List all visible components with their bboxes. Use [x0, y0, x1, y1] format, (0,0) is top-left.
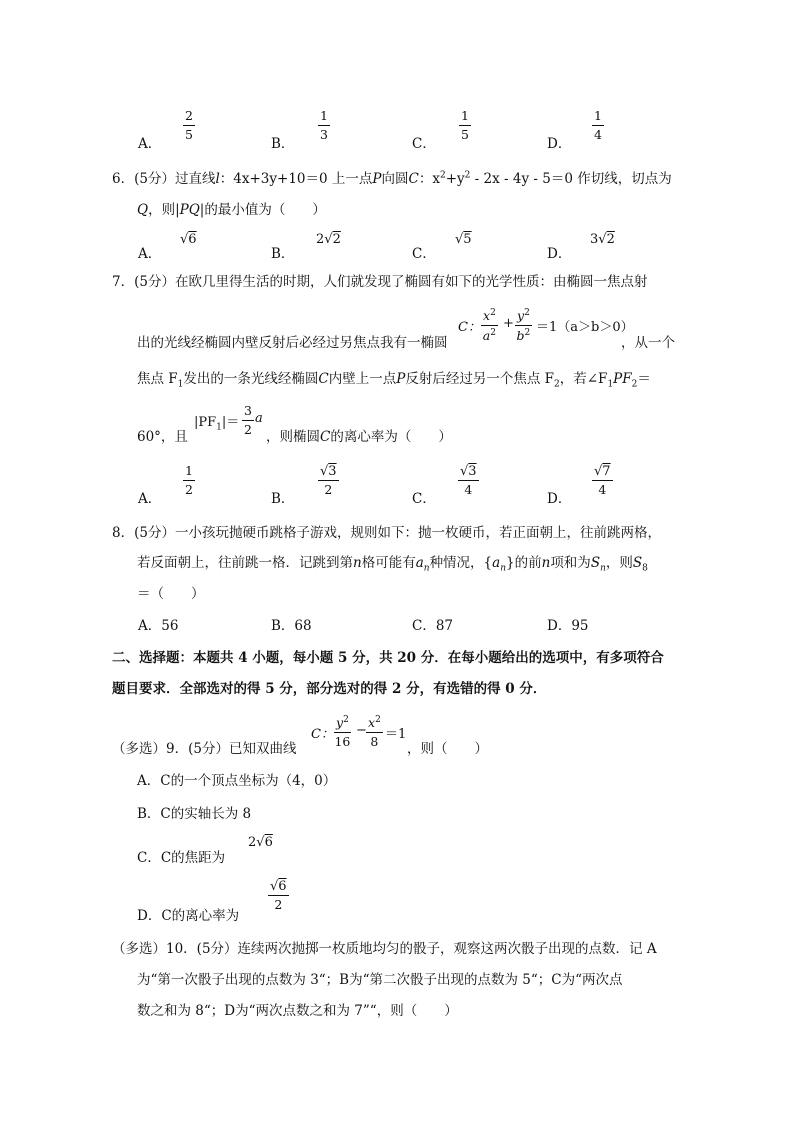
q6-option-c-label: C． [412, 246, 436, 262]
radicand: 6 [264, 835, 273, 850]
fraction-numerator: 1 [594, 108, 602, 123]
q6-var-pq: PQ [179, 202, 200, 218]
q8-text: 项和为 [550, 555, 591, 571]
superscript: 2 [490, 327, 496, 338]
var-x: x [368, 715, 376, 731]
fraction-numerator: 1 [185, 463, 193, 478]
q7-line-3 [137, 367, 651, 390]
radicand: 2 [332, 232, 341, 247]
fraction-denominator: 4 [598, 482, 607, 497]
q10-line-2: 为“第一次骰子出现的点数为 3“；B为“第二次骰子出现的点数为 5“；C为“两次点 [137, 972, 623, 988]
radicand: 5 [463, 232, 472, 247]
q6-option-a-value: √6 [180, 232, 197, 247]
subscript: 1 [177, 379, 184, 390]
q7-option-d-label: D． [547, 491, 572, 507]
q9-var-c: C： [311, 727, 334, 742]
q9-eq-rhs: ＝1 [385, 727, 407, 742]
q7-line-4-end [266, 425, 452, 445]
q7-frac-3-2 [242, 405, 254, 436]
var-a: a [482, 327, 491, 343]
q7-text: ，若∠F [559, 371, 608, 387]
q7-option-a-fraction [183, 465, 195, 496]
q8-var-s: S [632, 555, 643, 571]
coefficient: 2 [316, 232, 325, 247]
fraction-denominator: 3 [320, 126, 328, 142]
q6-var-q: Q [137, 202, 149, 218]
q7-option-b-label: B． [271, 491, 295, 507]
q7-text: 内壁上一点 [328, 371, 397, 387]
q6-circle-eq: ：x [418, 171, 440, 187]
q9-eq-c [311, 723, 334, 742]
q5-option-c-fraction [459, 110, 471, 141]
abs-close: |＝ [221, 415, 240, 430]
var-y: y [517, 308, 525, 324]
fraction-numerator: 1 [320, 108, 328, 123]
q8-line-3: ＝（ ） [137, 586, 205, 602]
q8-var-n: n [541, 555, 551, 571]
q7-var-p: P [396, 371, 406, 387]
q7-var-c: C： [458, 320, 481, 335]
minus-sign: − [356, 723, 367, 738]
coefficient: 2 [248, 835, 257, 850]
q6-option-c-value: √5 [455, 232, 472, 247]
fraction-denominator: 5 [461, 126, 469, 142]
fraction-numerator: 2 [185, 108, 193, 123]
q6-option-b-label: B． [271, 246, 295, 262]
q9-prefix: （多选）9．(5分）已知双曲线 [112, 741, 297, 757]
q7-text: 出的光线经椭圆内壁反射后必经过另焦点我有一椭圆 [137, 335, 448, 351]
q7-text: 发出的一条光线经椭圆 [183, 371, 319, 387]
subscript: n [600, 563, 606, 574]
q5-option-d-label: D． [547, 136, 572, 152]
q6-var-c: C [408, 171, 419, 187]
q9-suffix: ，则（ ） [407, 741, 488, 757]
q6-text: |的最小值为（ ） [199, 202, 326, 218]
q7-option-d-fraction: √7 4 [594, 464, 611, 497]
var-a: a [255, 411, 263, 426]
q9-option-d: D．C的离心率为 [137, 908, 240, 924]
q5-option-a-fraction [183, 110, 195, 141]
q7-text: 反射后经过另一个焦点 F [405, 371, 555, 387]
q8-option-a: A．56 [138, 618, 179, 634]
q10-line-1: （多选）10．(5分）连续两次抛掷一枚质地均匀的骰子，观察这两次骰子出现的点数．记 A [112, 941, 657, 957]
plus-sign: + [503, 316, 514, 331]
subscript: n [500, 563, 507, 574]
q6-line-1 [112, 167, 672, 187]
q6-text: 6．(5分）过直线 [112, 171, 216, 187]
q8-text: ，则 [605, 555, 633, 571]
q7-text: ＝ [637, 371, 651, 387]
q6-circle-eq: - 2x - 4y - 5＝0 作切线，切点为 [470, 171, 672, 187]
q6-var-p: P [372, 171, 382, 187]
q6-line-2 [137, 198, 326, 218]
coefficient: 3 [590, 232, 599, 247]
fraction-numerator: 1 [461, 108, 469, 123]
q5-option-a-label: A． [138, 136, 162, 152]
abs-pf: |PF [194, 415, 217, 430]
fraction-numerator: 3 [244, 403, 252, 418]
superscript: 2 [343, 715, 349, 725]
q6-line-equation: ：4x+3y+10＝0 上一点 [219, 171, 373, 187]
fraction-denominator: 5 [185, 126, 193, 142]
subscript: n [423, 563, 430, 574]
q9-option-b: B．C的实轴长为 8 [137, 806, 252, 822]
q8-var-n: n [353, 555, 362, 571]
subscript: 2 [631, 379, 638, 390]
fraction-denominator: 2 [185, 481, 193, 497]
superscript: 2 [524, 308, 530, 318]
q8-text: }的前 [506, 555, 542, 571]
q8-text: 若反面朝上，往前跳一格．记跳到第 [137, 555, 353, 571]
var-b: b [516, 327, 525, 343]
q9-option-c: C．C的焦距为 [137, 850, 226, 866]
q5-option-c-label: C． [412, 136, 436, 152]
q7-abs-pf1 [194, 411, 239, 433]
q7-var-c: C [318, 371, 329, 387]
superscript: 2 [439, 170, 446, 181]
subscript: 8 [642, 563, 648, 574]
superscript: 2 [375, 715, 381, 725]
section-2-line-2: 题目要求．全部选对的得 5 分，部分选对的得 2 分，有选错的得 0 分． [112, 681, 547, 697]
q7-line-2-end: ，从一个 [621, 335, 675, 351]
q9-frac-y [334, 716, 351, 748]
superscript: 2 [524, 327, 531, 338]
q6-text: 向圆 [381, 171, 409, 187]
q7-option-b-fraction: √3 2 [320, 464, 337, 497]
section-2-line-1: 二、选择题：本题共 4 小题，每小题 5 分，共 20 分．在每小题给出的选项中，有多项符合 [112, 650, 664, 666]
q7-var-a [255, 411, 263, 426]
q8-option-c: C．87 [412, 618, 454, 634]
q8-line-2 [137, 551, 648, 574]
var-y: y [336, 715, 344, 731]
fraction-denominator: 2 [244, 421, 252, 437]
q7-eq-c [458, 316, 481, 335]
q7-var-c: C [320, 429, 331, 445]
radicand: 7 [602, 464, 611, 479]
q8-text: 格可能有 [361, 555, 416, 571]
q8-var-a: a [415, 555, 424, 571]
q10-line-3: 数之和为 8“；D为“两次点数之和为 7”“，则（ ） [137, 1003, 458, 1019]
q7-line-2 [137, 331, 448, 351]
q7-eq-rhs: ＝1（a＞b＞0） [536, 320, 634, 335]
q6-var-l: l [215, 171, 220, 187]
fraction-denominator: 16 [334, 733, 351, 749]
q6-option-d-label: D． [547, 246, 572, 262]
q8-option-b: B．68 [271, 618, 312, 634]
q8-option-d: D．95 [547, 618, 589, 634]
fraction-denominator: 4 [464, 482, 473, 497]
q6-circle-eq: +y [445, 171, 465, 187]
q7-option-c-label: C． [412, 491, 436, 507]
q9-option-c-value: 2√6 [248, 835, 273, 850]
q8-var-a: a [492, 555, 501, 571]
q7-option-a-label: A． [138, 491, 162, 507]
q6-option-d-value: 3√2 [590, 232, 615, 247]
fraction-denominator: 2 [324, 482, 333, 497]
q6-option-a-label: A． [138, 246, 162, 262]
radicand: 6 [278, 879, 287, 894]
fraction-denominator: 4 [594, 126, 602, 142]
q5-option-b-label: B． [271, 136, 295, 152]
var-x: x [483, 308, 491, 324]
q7-text: ，则椭圆 [266, 429, 320, 445]
subscript: 1 [607, 379, 614, 390]
superscript: 2 [464, 170, 471, 181]
subscript: 1 [216, 422, 222, 433]
fraction-denominator: 2 [274, 897, 283, 912]
q7-text: 焦点 F [137, 371, 178, 387]
radicand: 6 [188, 232, 197, 247]
q8-text: 种情况，{ [429, 555, 493, 571]
radicand: 3 [468, 464, 477, 479]
subscript: 2 [554, 379, 560, 390]
q7-text: 的离心率为（ ） [330, 429, 452, 445]
q8-var-s: S [590, 555, 601, 571]
q7-frac-x [481, 309, 498, 342]
q5-option-d-fraction [592, 110, 604, 141]
q7-frac-y [515, 309, 532, 342]
q5-option-b-fraction [318, 110, 330, 141]
q7-line-4-start: 60°，且 [137, 429, 188, 445]
q7-var-pf: PF [613, 371, 632, 387]
q7-option-c-fraction: √3 4 [460, 464, 477, 497]
q9-option-d-fraction: √6 2 [270, 879, 287, 912]
q6-text: ，则| [148, 202, 180, 218]
radicand: 3 [328, 464, 337, 479]
q7-line-1: 7．(5分）在欧几里得生活的时期，人们就发现了椭圆有如下的光学性质：由椭圆一焦点射 [112, 274, 648, 290]
fraction-denominator: 8 [370, 733, 379, 749]
q8-line-1: 8．(5分）一小孩玩抛硬币跳格子游戏，规则如下：抛一枚硬币，若正面朝上，往前跳两格， [112, 525, 661, 541]
q6-option-b-value: 2√2 [316, 232, 341, 247]
radicand: 2 [606, 232, 615, 247]
superscript: 2 [490, 308, 496, 318]
q9-frac-x [366, 716, 383, 748]
q9-option-a: A．C的一个顶点坐标为（4，0） [137, 773, 337, 789]
